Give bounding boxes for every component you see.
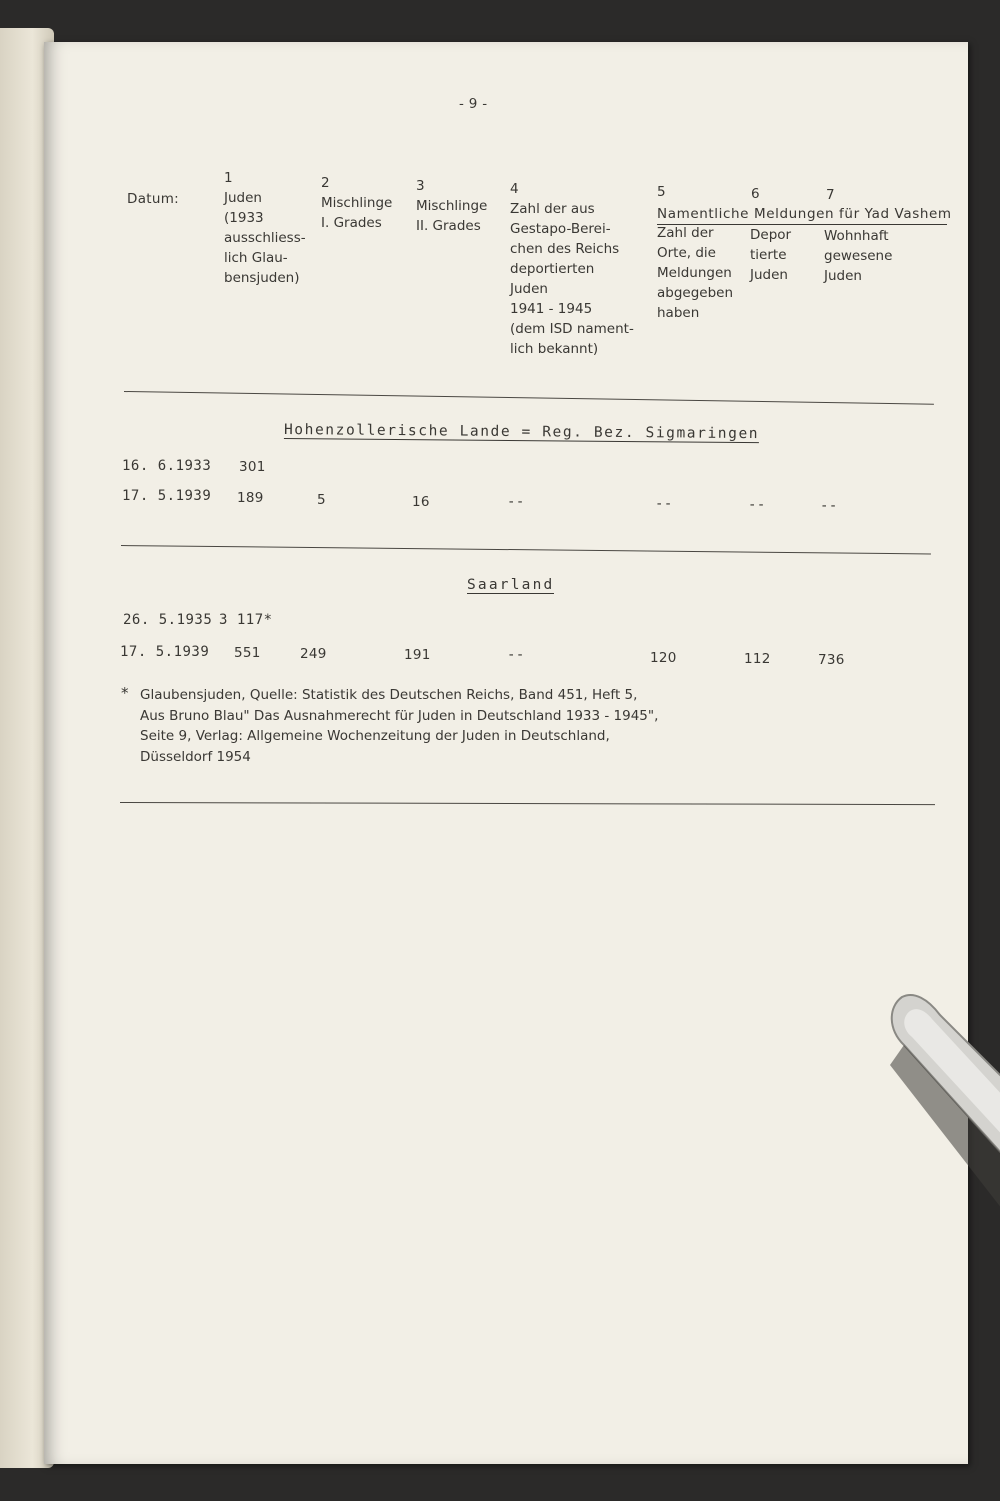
column-2-header: 2 Mischlinge I. Grades: [321, 175, 393, 231]
row-value-col5: 120: [650, 650, 677, 666]
row-value-col4: --: [507, 647, 525, 663]
row-date: 17. 5.1939: [122, 488, 212, 504]
footer-rule: [120, 802, 935, 805]
row-value-col2: 249: [300, 646, 327, 662]
footnote-marker: *: [121, 684, 129, 702]
row-value-col3: 16: [412, 494, 430, 510]
header-rule: [124, 391, 934, 405]
footnote: Glaubensjuden, Quelle: Statistik des Deutschen Reichs, Band 451, Heft 5, Aus Bruno Blau" Das Ausnahmerecht für Juden in Deutschland 1933 - 1945", Seite 9, Verlag: Allgemeine Wochenzeitung der Juden in Deutschland, Düsseldorf 1954: [140, 687, 659, 765]
section-title-saarland: Saarland: [467, 577, 555, 593]
row-value-col1: 3 117*: [219, 612, 273, 628]
row-value-col4: --: [507, 494, 525, 510]
column-4-header: 4 Zahl der aus Gestapo-Berei- chen des Reichs deportierten Juden 1941 - 1945 (dem ISD nament- lich bekannt): [510, 181, 634, 357]
row-date: 26. 5.1935: [123, 612, 213, 628]
column-6-header: Depor tierte Juden: [750, 227, 792, 283]
row-value-col3: 191: [404, 647, 431, 663]
tweezers-tool: [880, 985, 1000, 1245]
column-6-number: 6: [751, 186, 760, 202]
row-value-col1: 189: [237, 490, 264, 506]
row-value-col5: --: [655, 496, 673, 512]
row-value-col7: --: [820, 498, 838, 514]
column-7-number: 7: [826, 187, 835, 203]
date-column-label: Datum:: [127, 191, 180, 207]
row-value-col6: 112: [744, 651, 771, 667]
column-5-header: Zahl der Orte, die Meldungen abgegeben haben: [657, 225, 734, 321]
row-date: 16. 6.1933: [122, 458, 212, 474]
page-number: - 9 -: [459, 96, 488, 112]
section-rule: [121, 545, 931, 554]
row-value-col1: 301: [239, 459, 266, 475]
row-value-col6: --: [748, 497, 766, 513]
row-value-col1: 551: [234, 645, 261, 661]
row-date: 17. 5.1939: [120, 644, 210, 660]
group-title-yad-vashem: Namentliche Meldungen für Yad Vashem: [657, 204, 947, 225]
row-value-col7: 736: [818, 652, 845, 668]
column-7-header: Wohnhaft gewesene Juden: [824, 228, 893, 284]
column-5-number: 5: [657, 184, 666, 200]
document-page: [44, 42, 968, 1464]
column-1-header: 1 Juden (1933 ausschliess- lich Glau- bensjuden): [224, 170, 306, 286]
section-title-hohenzollern: Hohenzollerische Lande = Reg. Bez. Sigmaringen: [283, 422, 760, 443]
column-3-header: 3 Mischlinge II. Grades: [416, 178, 488, 234]
row-value-col2: 5: [317, 492, 326, 508]
